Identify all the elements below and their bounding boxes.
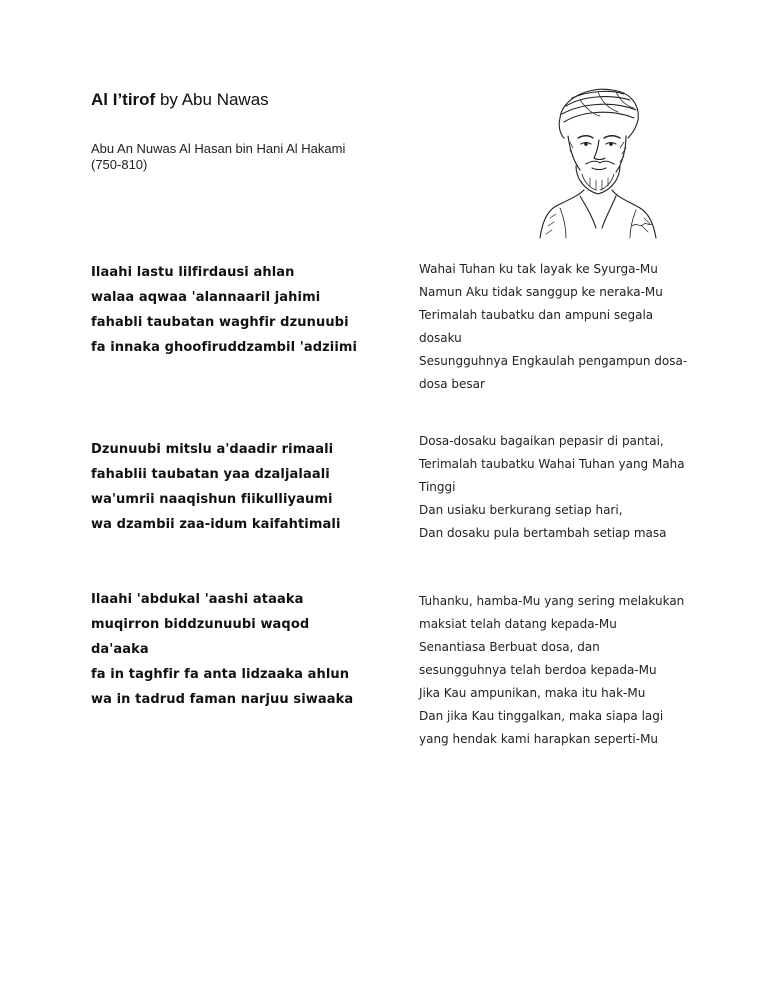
verse-line: wa in tadrud faman narjuu siwaaka: [91, 692, 354, 707]
author-dates-line: (750-810): [91, 157, 148, 172]
stanza-2-translation: [419, 430, 719, 545]
verse-line: fahabli taubatan waghfir dzunuubi: [91, 315, 349, 330]
verse-line: wa'umrii naaqishun fiikulliyaumi: [91, 492, 333, 507]
abu-nawas-portrait-icon: [520, 78, 670, 243]
verse-line: Ilaahi 'abdukal 'aashi ataaka: [91, 592, 304, 607]
translation-line: Jika Kau ampunikan, maka itu hak-Mu: [419, 686, 646, 700]
translation-line: Sesungguhnya Engkaulah pengampun dosa-: [419, 354, 688, 368]
stanza-3-translation: [419, 590, 719, 751]
verse-line: da'aaka: [91, 642, 149, 657]
translation-line: Namun Aku tidak sanggup ke neraka-Mu: [419, 285, 663, 299]
translation-line: maksiat telah datang kepada-Mu: [419, 617, 617, 631]
verse-line: Dzunuubi mitslu a'daadir rimaali: [91, 442, 334, 457]
translation-line: Senantiasa Berbuat dosa, dan: [419, 640, 600, 654]
verse-line: wa dzambii zaa-idum kaifahtimali: [91, 517, 341, 532]
title-author: Abu Nawas: [181, 90, 269, 109]
verse-line: muqirron biddzunuubi waqod: [91, 617, 310, 632]
translation-line: Tuhanku, hamba-Mu yang sering melakukan: [419, 594, 685, 608]
verse-line: Ilaahi lastu lilfirdausi ahlan: [91, 265, 295, 280]
verse-line: fahablii taubatan yaa dzaljalaali: [91, 467, 330, 482]
stanza-1-translation: [419, 258, 719, 396]
author-name-line: Abu An Nuwas Al Hasan bin Hani Al Hakami: [91, 141, 346, 156]
translation-line: dosa besar: [419, 377, 485, 391]
translation-line: Dan dosaku pula bertambah setiap masa: [419, 526, 667, 540]
translation-line: Tinggi: [419, 480, 456, 494]
translation-line: Dosa-dosaku bagaikan pepasir di pantai,: [419, 434, 664, 448]
verse-line: fa in taghfir fa anta lidzaaka ahlun: [91, 667, 350, 682]
title-main: Al I’tirof: [91, 90, 156, 109]
translation-line: yang hendak kami harapkan seperti-Mu: [419, 732, 659, 746]
stanza-2-arabic: [91, 437, 341, 537]
stanza-1-arabic: [91, 260, 357, 360]
title-by: by: [159, 90, 178, 109]
author-full-name: [91, 141, 411, 173]
translation-line: Terimalah taubatku dan ampuni segala: [419, 308, 654, 322]
poem-title: [91, 90, 269, 110]
verse-line: walaa aqwaa 'alannaaril jahimi: [91, 290, 321, 305]
translation-line: Terimalah taubatku Wahai Tuhan yang Maha: [419, 457, 685, 471]
translation-line: dosaku: [419, 331, 462, 345]
verse-line: fa innaka ghoofiruddzambil 'adziimi: [91, 340, 358, 355]
translation-line: Dan usiaku berkurang setiap hari,: [419, 503, 623, 517]
translation-line: Wahai Tuhan ku tak layak ke Syurga-Mu: [419, 262, 658, 276]
translation-line: Dan jika Kau tinggalkan, maka siapa lagi: [419, 709, 664, 723]
translation-line: sesungguhnya telah berdoa kepada-Mu: [419, 663, 657, 677]
stanza-3-arabic: [91, 587, 353, 712]
